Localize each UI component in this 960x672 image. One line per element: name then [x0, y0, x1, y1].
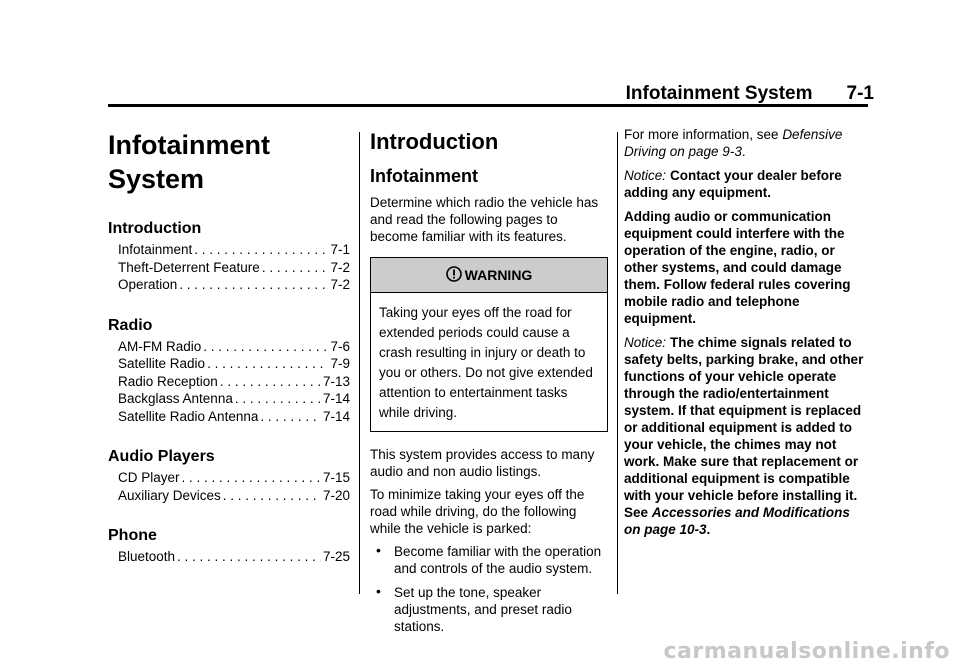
toc-leader-dots	[194, 241, 328, 259]
toc-entry-page: 7-6	[330, 338, 350, 354]
notice-text: Contact your dealer before adding any equipment.	[624, 168, 842, 200]
body-paragraph: Adding audio or communication equipment could interfere with the operation of the engine, radio, or other systems, and could damage them. Follow federal rules covering mobile radio and telephone equipment.	[624, 209, 851, 326]
chapter-toc	[108, 112, 350, 566]
running-head-page-number: 7-1	[846, 83, 874, 104]
column-divider-2	[617, 132, 618, 594]
toc-entry-label: Satellite Radio Antenna	[118, 408, 259, 424]
body-paragraph: To minimize taking your eyes off the road while driving, do the following while the vehicle is parked:	[370, 487, 585, 536]
watermark: carmanualsonline.info	[663, 639, 950, 664]
toc-section-heading[interactable]: Radio	[108, 316, 153, 334]
warning-icon	[446, 266, 462, 282]
toc-entry-label: Backglass Antenna	[118, 391, 233, 406]
warning-text: Taking your eyes off the road for extended periods could cause a crash resulting in injury or death to you or others. Do not give extended attention to entertainment tasks while driving.	[379, 305, 593, 420]
introduction-column	[370, 112, 608, 642]
toc-entry-label: Theft-Deterrent Feature	[118, 259, 260, 275]
toc-leader-dots	[207, 355, 328, 373]
toc-leader-dots	[235, 390, 321, 408]
toc-entry-page: 7-1	[330, 242, 350, 257]
toc-entry-page: 7-9	[330, 356, 350, 371]
toc-entry-label: Infotainment	[118, 242, 193, 257]
bullet-item: • Become familiar with the operation and controls of the audio system.	[370, 543, 608, 577]
warning-label: WARNING	[464, 267, 533, 283]
toc-leader-dots	[260, 408, 321, 426]
toc-entry-label: Auxiliary Devices	[118, 487, 221, 503]
more-info-paragraph	[624, 126, 870, 160]
punctuation: .	[741, 144, 746, 159]
toc-entry-label: Operation	[118, 277, 178, 292]
notice-label: Notice:	[624, 168, 667, 183]
notice-paragraph	[624, 334, 870, 538]
cross-reference-link[interactable]: Defensive Driving on page 9-3	[624, 127, 843, 159]
toc-entry-page: 7-14	[322, 408, 350, 424]
header-rule	[108, 104, 868, 107]
toc-entry-label: Radio Reception	[118, 373, 218, 389]
running-head	[626, 83, 874, 105]
chapter-title-line-1: Infotainment	[108, 130, 270, 160]
toc-entry[interactable]	[108, 259, 350, 277]
notice-label: Notice:	[624, 335, 667, 350]
toc-section-heading[interactable]: Introduction	[108, 220, 202, 237]
toc-entry[interactable]	[108, 487, 350, 505]
toc-entry[interactable]	[108, 548, 350, 566]
subheading-infotainment: Infotainment	[370, 166, 478, 186]
warning-header	[371, 258, 607, 293]
toc-entry[interactable]	[108, 373, 350, 391]
bullet-item: • Set up the tone, speaker adjustments, and preset radio stations.	[370, 584, 608, 635]
toc-leader-dots	[220, 373, 321, 391]
toc-section-heading[interactable]: Phone	[108, 527, 157, 544]
notice-text: The chime signals related to safety belts, parking brake, and other functions of your vehicle operate through the radio/entertainment system. If that equipment is replaced or additional equipment is added to your vehicle, the chimes may not work. Make sure that replacement or additional equipment is compatible with your vehicle before installing it. See	[624, 335, 864, 520]
toc-section-heading[interactable]: Audio Players	[108, 448, 215, 465]
toc-entry[interactable]	[108, 390, 350, 408]
body-paragraph: This system provides access to many audio and non audio listings.	[370, 447, 595, 479]
notices-column	[624, 126, 870, 545]
toc-leader-dots	[182, 469, 321, 487]
toc-entry-page: 7-15	[322, 470, 350, 485]
toc-entry-label: Satellite Radio	[118, 356, 206, 371]
more-info-text: For more information, see	[624, 127, 783, 142]
toc-leader-dots	[177, 548, 321, 566]
toc-entry[interactable]	[108, 469, 350, 487]
section-heading-introduction: Introduction	[370, 129, 499, 154]
toc-entry[interactable]	[108, 338, 350, 356]
punctuation: .	[706, 522, 711, 537]
chapter-title	[108, 128, 350, 196]
running-head-section: Infotainment System	[625, 83, 813, 104]
toc-leader-dots	[203, 338, 328, 356]
toc-entry[interactable]	[108, 276, 350, 294]
toc-entry-page: 7-25	[322, 549, 350, 564]
toc-entry-label: AM-FM Radio	[118, 338, 202, 354]
toc-entry-page: 7-20	[322, 487, 350, 503]
toc-entry-label: Bluetooth	[118, 549, 176, 564]
cross-reference-link[interactable]: Accessories and Modifications on page 10-3	[624, 505, 850, 537]
column-divider-1	[359, 132, 360, 594]
toc-leader-dots	[262, 259, 329, 277]
body-paragraph: Determine which radio the vehicle has and read the following pages to become familiar with its features.	[370, 195, 599, 244]
toc-entry-page: 7-13	[322, 373, 350, 389]
toc-entry[interactable]	[108, 355, 350, 373]
toc-entry[interactable]	[108, 241, 350, 259]
toc-entry-page: 7-14	[322, 391, 350, 406]
chapter-title-line-2: System	[108, 164, 205, 194]
notice-paragraph	[624, 167, 870, 201]
bullet-list	[370, 543, 608, 635]
toc-entry-label: CD Player	[118, 470, 180, 485]
toc-entry-page: 7-2	[330, 277, 350, 292]
toc-entry[interactable]	[108, 408, 350, 426]
toc-leader-dots	[223, 487, 321, 505]
toc-leader-dots	[179, 276, 328, 294]
toc-entry-page: 7-2	[330, 259, 350, 275]
warning-box	[370, 257, 608, 432]
